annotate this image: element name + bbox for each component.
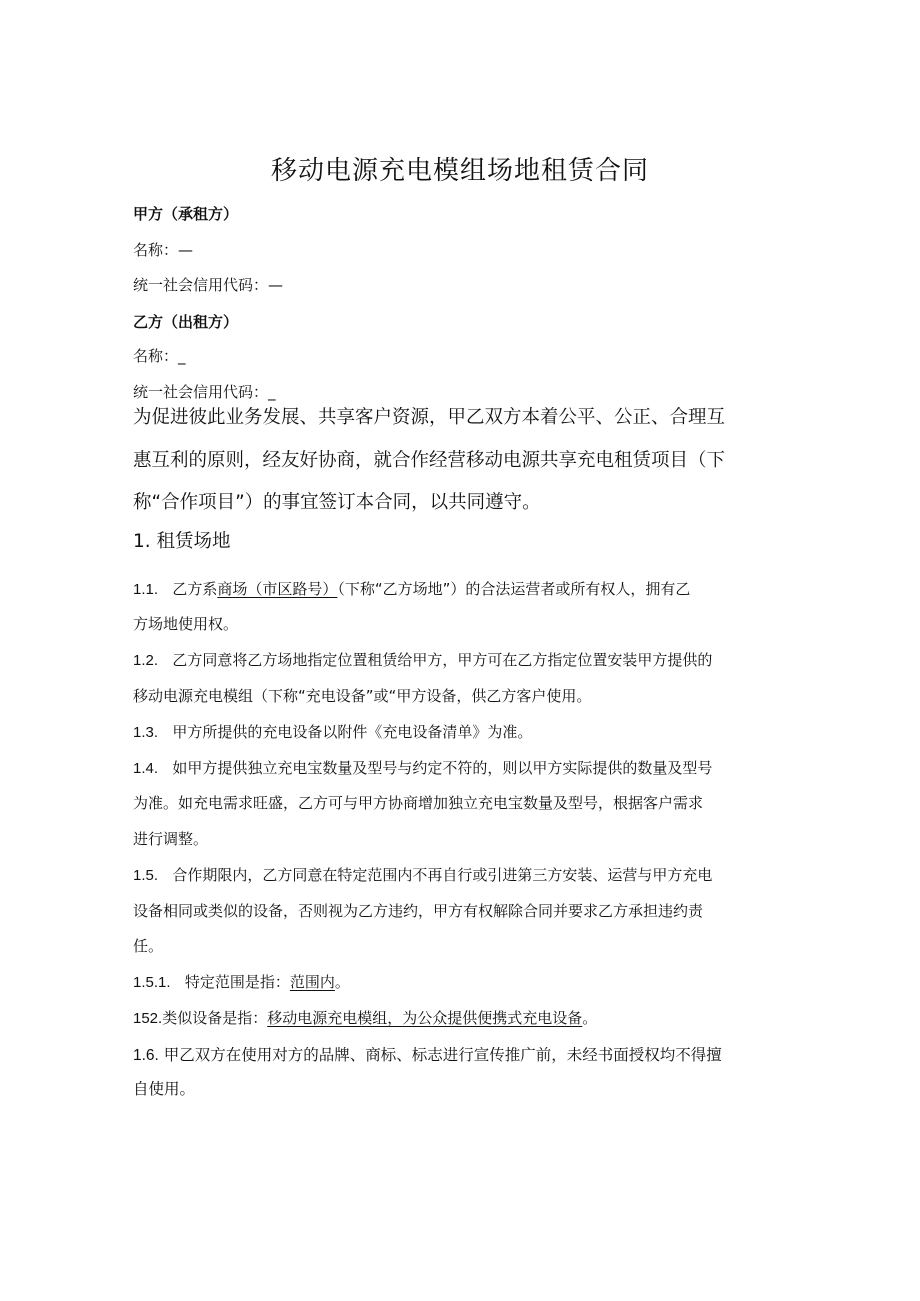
clause-text: 。 <box>582 1009 598 1027</box>
clause-number: 152. <box>133 1010 163 1027</box>
clause-1-3 <box>133 721 532 742</box>
underlined-field: 范围内 <box>289 973 335 991</box>
clause-text: 甲方所提供的充电设备以附件《充电设备清单》为准。 <box>172 723 533 741</box>
clause-1-6 <box>133 1043 722 1065</box>
clause-1-5-1 <box>133 971 350 992</box>
underlined-field: 商场（市区路号） <box>217 580 338 598</box>
clause-number: 1.3. <box>133 724 159 741</box>
party-b-heading: 乙方（出租方） <box>133 313 239 331</box>
intro-line-3: 称“合作项目”）的事宜签订本合同，以共同遵守。 <box>133 492 541 513</box>
clause-text: 特定范围是指： <box>184 973 290 991</box>
clause-1-5 <box>133 864 712 885</box>
clause-text: 类似设备是指： <box>162 1009 268 1027</box>
clause-number: 1.6. <box>133 1047 159 1064</box>
clause-text: 甲乙双方在使用对方的品牌、商标、标志进行宣传推广前，未经书面授权均不得擅 <box>163 1046 722 1064</box>
clause-1-1-line-2: 方场地使用权。 <box>133 615 239 633</box>
clause-number: 1.5. <box>133 867 159 884</box>
clause-1-5-line-3: 任。 <box>133 937 164 955</box>
clause-number: 1.1. <box>133 581 159 598</box>
party-a-credit-code: 统一社会信用代码：— <box>133 276 284 294</box>
party-b-name: 名称：_ <box>133 347 186 365</box>
intro-line-1: 为促进彼此业务发展、共享客户资源，甲乙双方本着公平、公正、合理互 <box>133 407 726 428</box>
document-title: 移动电源充电模组场地租赁合同 <box>270 156 649 186</box>
clause-text: 如甲方提供独立充电宝数量及型号与约定不符的，则以甲方实际提供的数量及型号 <box>172 759 713 777</box>
clause-number: 1.5.1. <box>133 974 171 991</box>
clause-1-4-line-2: 为准。如充电需求旺盛，乙方可与甲方协商增加独立充电宝数量及型号，根据客户需求 <box>133 794 704 812</box>
clause-text: （下称“乙方场地”）的合法运营者或所有权人，拥有乙 <box>337 580 691 598</box>
party-a-name: 名称：— <box>133 241 194 259</box>
clause-number: 1.2. <box>133 652 159 669</box>
clause-text: 乙方系 <box>172 580 218 598</box>
clause-text: 。 <box>334 973 350 991</box>
party-b-credit-code: 统一社会信用代码：_ <box>133 383 276 401</box>
clause-1-4-line-3: 进行调整。 <box>133 830 209 848</box>
clause-text: 乙方同意将乙方场地指定位置租赁给甲方，甲方可在乙方指定位置安装甲方提供的 <box>172 651 713 669</box>
clause-1-4 <box>133 757 712 778</box>
clause-text: 合作期限内，乙方同意在特定范围内不再自行或引进第三方安装、运营与甲方充电 <box>172 866 713 884</box>
section-1-heading: 1. 租赁场地 <box>133 531 231 552</box>
clause-1-2 <box>133 649 712 670</box>
clause-1-2-line-2: 移动电源充电模组（下称“充电设备”或“甲方设备，供乙方客户使用。 <box>133 687 592 705</box>
party-a-heading: 甲方（承租方） <box>133 205 239 223</box>
intro-line-2: 惠互利的原则，经友好协商，就合作经营移动电源共享充电租赁项目（下 <box>133 450 726 471</box>
clause-1-5-2 <box>133 1007 597 1028</box>
clause-number: 1.4. <box>133 760 159 777</box>
underlined-field: 移动电源充电模组，为公众提供便携式充电设备 <box>267 1009 583 1027</box>
clause-1-1 <box>133 578 690 599</box>
clause-1-5-line-2: 设备相同或类似的设备，否则视为乙方违约，甲方有权解除合同并要求乙方承担违约责 <box>133 902 704 920</box>
clause-1-6-line-2: 自使用。 <box>133 1080 196 1098</box>
